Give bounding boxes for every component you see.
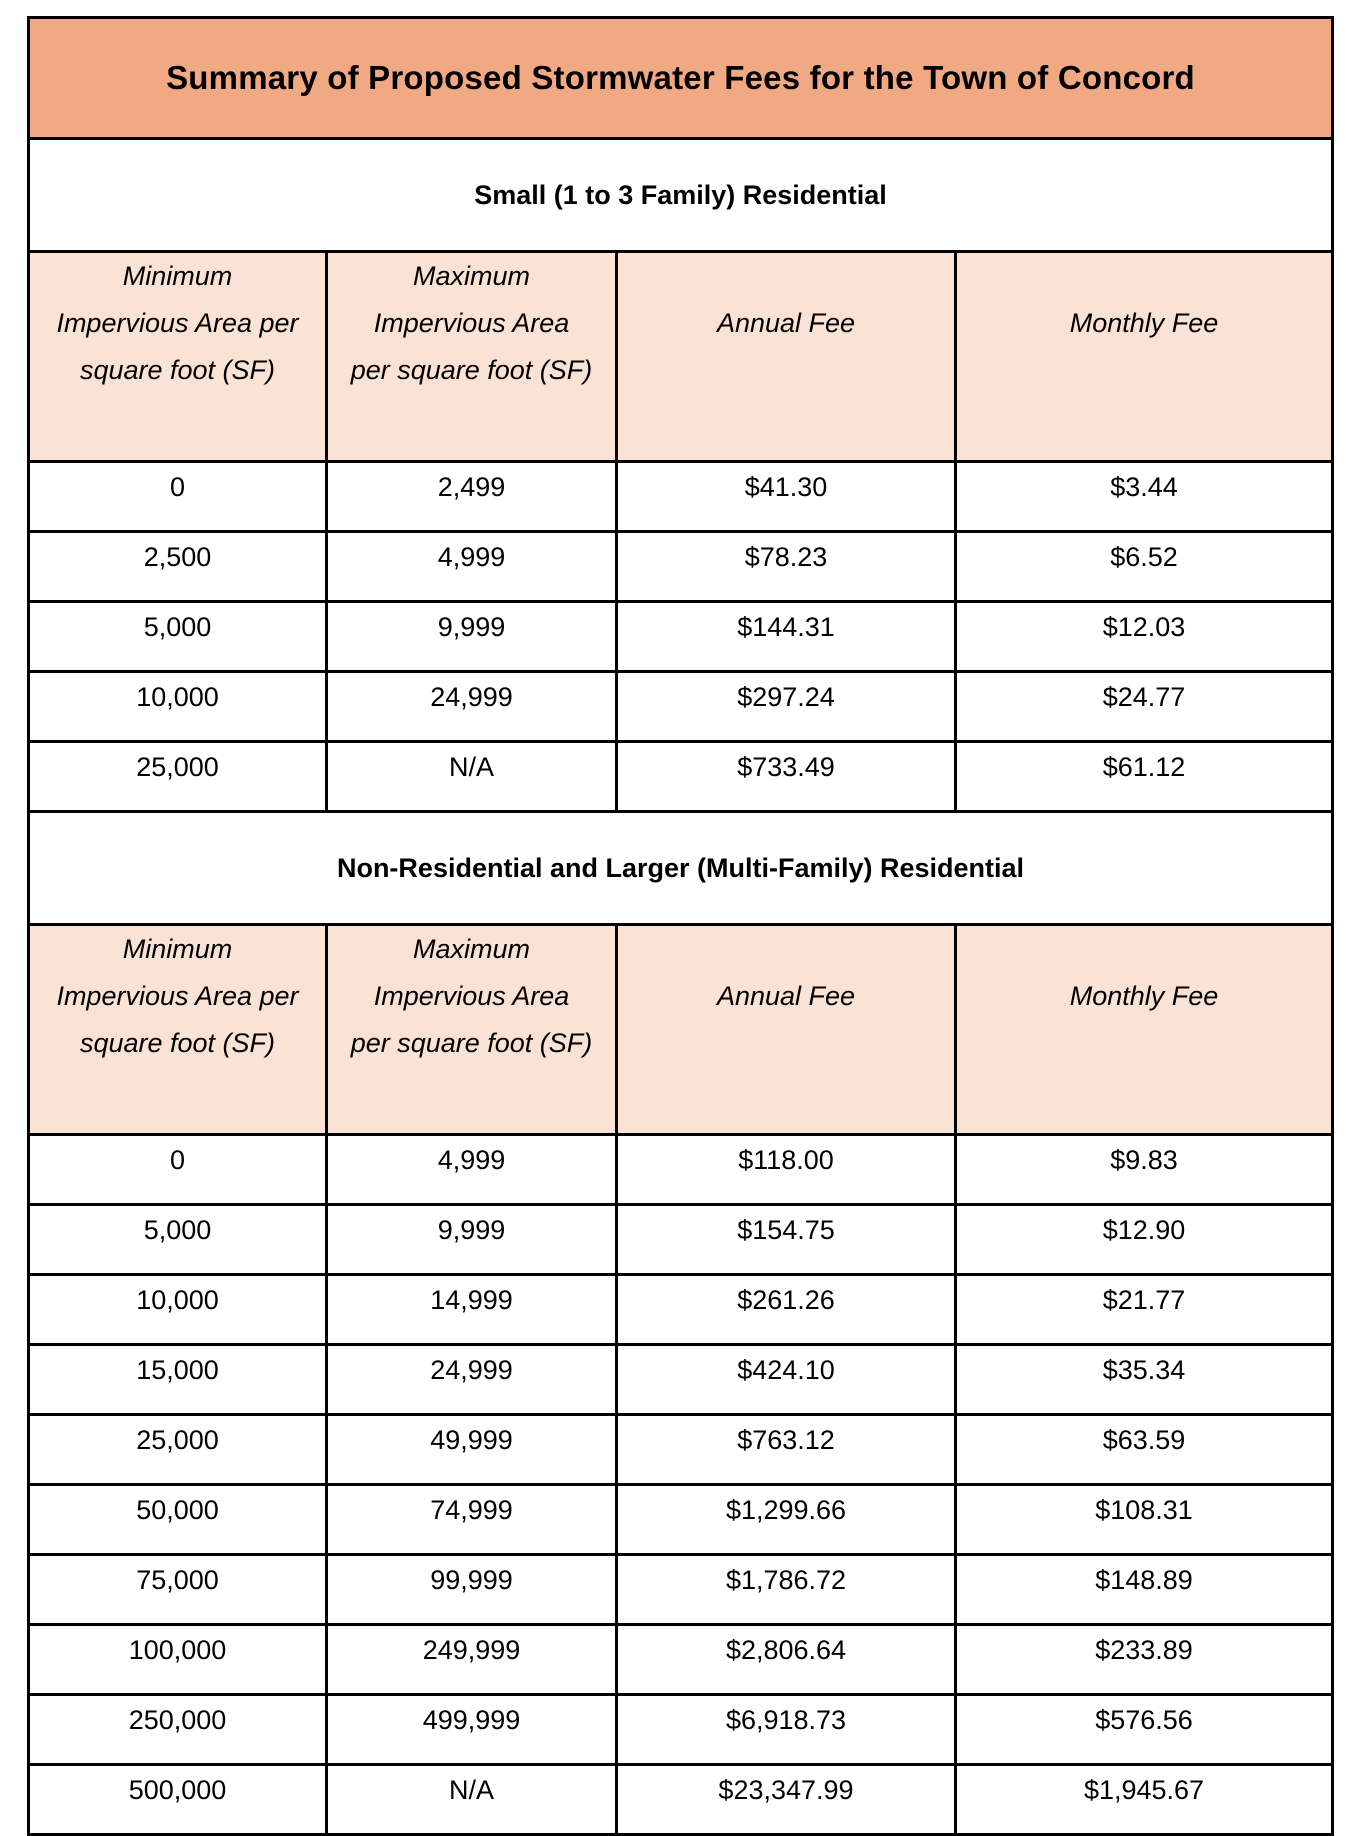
table-row xyxy=(29,1765,1333,1835)
header-line: Maximum xyxy=(412,261,530,291)
cell-min: 25,000 xyxy=(29,1415,327,1485)
cell-monthly: $35.34 xyxy=(956,1345,1333,1415)
header-line: per square foot (SF) xyxy=(350,355,593,385)
header-maximum-area xyxy=(327,925,617,1135)
cell-min: 25,000 xyxy=(29,742,327,812)
cell-min: 5,000 xyxy=(29,1205,327,1275)
cell-max: 49,999 xyxy=(327,1415,617,1485)
cell-monthly: $12.90 xyxy=(956,1205,1333,1275)
header-line: Maximum xyxy=(412,934,530,964)
cell-annual: $78.23 xyxy=(617,532,956,602)
cell-min: 50,000 xyxy=(29,1485,327,1555)
cell-monthly: $24.77 xyxy=(956,672,1333,742)
column-header-row xyxy=(29,925,1333,1135)
table-row xyxy=(29,1485,1333,1555)
cell-monthly: $12.03 xyxy=(956,602,1333,672)
cell-min: 75,000 xyxy=(29,1555,327,1625)
table-row xyxy=(29,1555,1333,1625)
cell-annual: $2,806.64 xyxy=(617,1625,956,1695)
cell-annual: $763.12 xyxy=(617,1415,956,1485)
cell-max: 99,999 xyxy=(327,1555,617,1625)
section-title-row xyxy=(29,139,1333,252)
cell-max: 4,999 xyxy=(327,532,617,602)
header-line: Impervious Area per xyxy=(56,981,299,1011)
header-line: Impervious Area xyxy=(373,308,570,338)
header-monthly-fee: Monthly Fee xyxy=(956,252,1333,462)
fee-summary-table xyxy=(27,16,1334,1836)
cell-min: 100,000 xyxy=(29,1625,327,1695)
cell-monthly: $233.89 xyxy=(956,1625,1333,1695)
header-monthly-fee: Monthly Fee xyxy=(956,925,1333,1135)
cell-annual: $154.75 xyxy=(617,1205,956,1275)
cell-max: 9,999 xyxy=(327,1205,617,1275)
cell-min: 10,000 xyxy=(29,1275,327,1345)
header-line: square foot (SF) xyxy=(79,355,276,385)
header-line: per square foot (SF) xyxy=(350,1028,593,1058)
cell-monthly: $576.56 xyxy=(956,1695,1333,1765)
cell-monthly: $61.12 xyxy=(956,742,1333,812)
title-row xyxy=(29,18,1333,139)
cell-max: 249,999 xyxy=(327,1625,617,1695)
table-row xyxy=(29,462,1333,532)
table-row xyxy=(29,602,1333,672)
header-line: Impervious Area xyxy=(373,981,570,1011)
cell-max: N/A xyxy=(327,742,617,812)
table-row xyxy=(29,1205,1333,1275)
cell-max: 9,999 xyxy=(327,602,617,672)
cell-monthly: $9.83 xyxy=(956,1135,1333,1205)
cell-annual: $41.30 xyxy=(617,462,956,532)
header-line: square foot (SF) xyxy=(79,1028,276,1058)
table-row xyxy=(29,1415,1333,1485)
cell-annual: $1,786.72 xyxy=(617,1555,956,1625)
cell-max: 14,999 xyxy=(327,1275,617,1345)
cell-max: 24,999 xyxy=(327,672,617,742)
cell-max: 24,999 xyxy=(327,1345,617,1415)
cell-annual: $118.00 xyxy=(617,1135,956,1205)
header-line: Impervious Area per xyxy=(56,308,299,338)
table-row xyxy=(29,1625,1333,1695)
fee-summary-document xyxy=(27,16,1331,1836)
header-minimum-area xyxy=(29,252,327,462)
cell-max: 2,499 xyxy=(327,462,617,532)
table-row xyxy=(29,1695,1333,1765)
table-row xyxy=(29,672,1333,742)
table-row xyxy=(29,1135,1333,1205)
cell-monthly: $1,945.67 xyxy=(956,1765,1333,1835)
cell-monthly: $108.31 xyxy=(956,1485,1333,1555)
cell-annual: $144.31 xyxy=(617,602,956,672)
cell-monthly: $3.44 xyxy=(956,462,1333,532)
cell-monthly: $21.77 xyxy=(956,1275,1333,1345)
cell-monthly: $63.59 xyxy=(956,1415,1333,1485)
cell-min: 5,000 xyxy=(29,602,327,672)
section-title: Non-Residential and Larger (Multi-Family) Residential xyxy=(29,812,1333,925)
header-annual-fee: Annual Fee xyxy=(617,925,956,1135)
header-minimum-area xyxy=(29,925,327,1135)
cell-annual: $297.24 xyxy=(617,672,956,742)
column-header-row xyxy=(29,252,1333,462)
cell-annual: $23,347.99 xyxy=(617,1765,956,1835)
header-line: Minimum xyxy=(122,934,233,964)
table-row xyxy=(29,532,1333,602)
cell-max: 74,999 xyxy=(327,1485,617,1555)
cell-max: 499,999 xyxy=(327,1695,617,1765)
cell-min: 15,000 xyxy=(29,1345,327,1415)
cell-monthly: $6.52 xyxy=(956,532,1333,602)
cell-min: 10,000 xyxy=(29,672,327,742)
cell-min: 0 xyxy=(29,1135,327,1205)
header-maximum-area xyxy=(327,252,617,462)
section-title: Small (1 to 3 Family) Residential xyxy=(29,139,1333,252)
cell-min: 2,500 xyxy=(29,532,327,602)
table-row xyxy=(29,1275,1333,1345)
header-annual-fee: Annual Fee xyxy=(617,252,956,462)
cell-min: 250,000 xyxy=(29,1695,327,1765)
table-row xyxy=(29,1345,1333,1415)
cell-max: 4,999 xyxy=(327,1135,617,1205)
cell-min: 0 xyxy=(29,462,327,532)
table-row xyxy=(29,742,1333,812)
cell-annual: $733.49 xyxy=(617,742,956,812)
cell-annual: $261.26 xyxy=(617,1275,956,1345)
cell-max: N/A xyxy=(327,1765,617,1835)
header-line: Minimum xyxy=(122,261,233,291)
cell-annual: $6,918.73 xyxy=(617,1695,956,1765)
section-title-row xyxy=(29,812,1333,925)
cell-min: 500,000 xyxy=(29,1765,327,1835)
cell-annual: $424.10 xyxy=(617,1345,956,1415)
cell-monthly: $148.89 xyxy=(956,1555,1333,1625)
document-title: Summary of Proposed Stormwater Fees for the Town of Concord xyxy=(29,18,1333,139)
cell-annual: $1,299.66 xyxy=(617,1485,956,1555)
